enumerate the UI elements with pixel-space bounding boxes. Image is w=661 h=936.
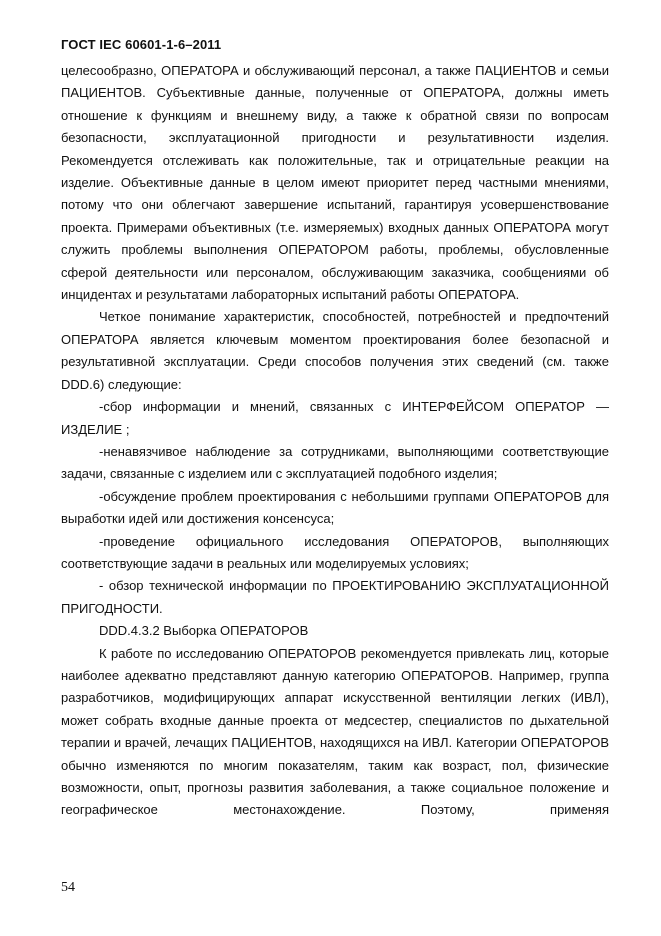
list-item-info-collection: -сбор информации и мнений, связанных с ИНТЕРФЕЙСОМ ОПЕРАТОР — ИЗДЕЛИЕ ; [61, 399, 609, 437]
document-header: ГОСТ IEC 60601-1-6–2011 [61, 37, 222, 52]
section-heading: DDD.4.3.2 Выборка ОПЕРАТОРОВ [99, 623, 309, 639]
list-item-discussion: -обсуждение проблем проектирования с небольшими группами ОПЕРАТОРОВ для выработки идей или достижения консенсуса; [61, 488, 609, 527]
paragraph-operator-understanding: Четкое понимание характеристик, способностей, потребностей и предпочтений ОПЕРАТОРА является ключевым моментом проектирования более безопасной и результативной эксплуатации. Среди способов получения этих сведений (см. также DDD.6) следующие: [61, 309, 609, 392]
list-item-observation: -ненавязчивое наблюдение за сотрудниками, выполняющими соответствующие задачи, связанные с изделием или с эксплуатацией подобного изделия; [61, 443, 609, 482]
document-body [61, 60, 609, 822]
paragraph-operator-sampling: К работе по исследованию ОПЕРАТОРОВ рекомендуется привлекать лиц, которые наиболее адекватно представляют данную категорию ОПЕРАТОРОВ. Например, группа разработчиков, модифицирующих аппарат искусственной вентиляции легких (ИВЛ), может собрать входные данные проекта от медсестер, специалистов по дыхательной терапии и врачей, лечащих ПАЦИЕНТОВ, находящихся на ИВЛ. Категории ОПЕРАТОРОВ обычно изменяются по многим показателям, таким как возраст, пол, физические возможности, опыт, прогнозы развития заболевания, а также социальное положение и географическое местонахождение. Поэтому, применяя [61, 645, 609, 818]
page-number: 54 [61, 880, 75, 895]
list-item-review: - обзор технической информации по ПРОЕКТИРОВАНИЮ ЭКСПЛУАТАЦИОННОЙ ПРИГОДНОСТИ. [61, 578, 609, 616]
paragraph-continued: целесообразно, ОПЕРАТОРА и обслуживающий персонал, а также ПАЦИЕНТОВ и семьи ПАЦИЕНТОВ. Субъективные данные, полученные от ОПЕРАТОРА, должны иметь отношение к функциям и внешнему виду, а также к обратной связи по вопросам безопасности, эксплуатационной пригодности и результативности изделия. Рекомендуется отслеживать как положительные, так и отрицательные реакции на изделие. Объективные данные в целом имеют приоритет перед частными мнениями, потому что они облегчают завершение испытаний, гарантируя усовершенствование проекта. Примерами объективных (т.е. измеряемых) входных данных ОПЕРАТОРА могут служить проблемы выполнения ОПЕРАТОРОМ работы, проблемы, обусловленные сферой деятельности или персоналом, обслуживающим заказчика, сообщениями об инцидентах и результатами лабораторных испытаний работы ОПЕРАТОРА. [61, 63, 609, 303]
list-item-formal-study: -проведение официального исследования ОПЕРАТОРОВ, выполняющих соответствующие задачи в реальных или моделируемых условиях; [61, 533, 609, 571]
